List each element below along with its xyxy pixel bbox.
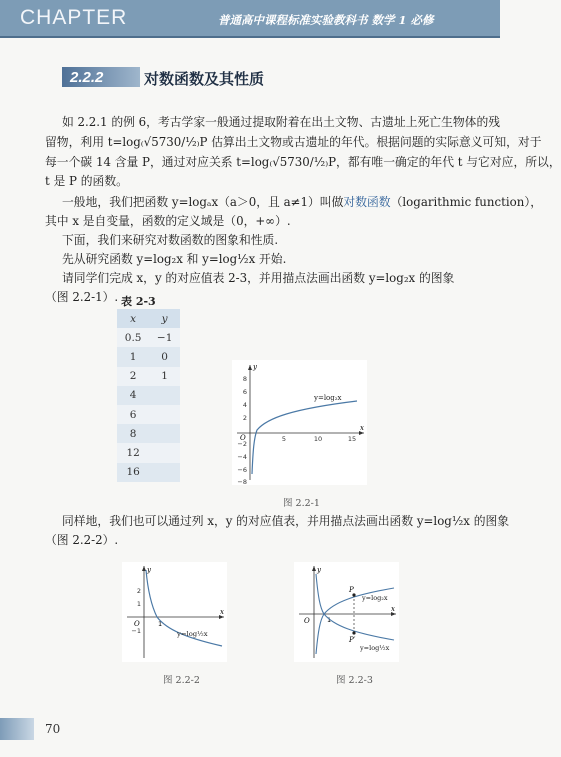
table-cell: 6	[117, 405, 149, 424]
y-tick-label: −8	[237, 478, 247, 486]
y-axis-label: y	[253, 363, 257, 371]
x-tick-label: 1	[158, 620, 163, 628]
y-tick-label: −2	[237, 440, 247, 448]
point-p-label: P	[349, 586, 354, 594]
table-row	[117, 463, 180, 482]
body-line-2: 留物，利用 t=log₍√5730/½₎P 估算出土文物或古遗址的年代。根据问题的实际意义可知，对于	[45, 135, 542, 149]
table-cell	[149, 463, 180, 482]
table-row	[117, 367, 180, 386]
origin-label: O	[134, 620, 140, 628]
table-cell: 0.5	[117, 328, 149, 347]
log-half-curve	[316, 574, 394, 640]
x-axis-label: x	[391, 605, 395, 613]
figure-log2-graph	[232, 360, 367, 485]
chapter-label: CHAPTER	[20, 6, 128, 29]
x-tick-label: 10	[313, 435, 323, 443]
y-tick-label: 4	[242, 401, 247, 409]
table-cell	[149, 443, 180, 462]
body-line-6: 其中 x 是自变量，函数的定义域是（0，+∞）.	[45, 214, 291, 228]
y-axis-label: y	[147, 566, 151, 574]
curve-label: y=log₂x	[314, 394, 342, 402]
table-row	[117, 386, 180, 405]
body-line-11: 同样地，我们也可以通过列 x，y 的对应值表，并用描点法画出函数 y=log½x 的图象	[62, 514, 510, 528]
table-header-y: y	[149, 309, 180, 328]
table-row	[117, 405, 180, 424]
table-cell: 4	[117, 386, 149, 405]
curve-label: y=log½x	[177, 630, 208, 638]
table-row	[117, 443, 180, 462]
table-row	[117, 347, 180, 366]
table-row	[117, 424, 180, 443]
y-tick-label: 2	[242, 414, 247, 422]
origin-label: O	[304, 617, 310, 625]
figure-symmetry-graph	[294, 562, 399, 662]
body-line-1: 如 2.2.1 的例 6，考古学家一般通过提取附着在出土文物、古遗址上死亡生物体的残	[62, 115, 501, 129]
table-cell: 1	[117, 347, 149, 366]
table-cell: 0	[149, 347, 180, 366]
y-axis-arrow	[312, 566, 316, 571]
figure-caption-2-2-2: 图 2.2-2	[163, 675, 200, 686]
term-english: （logarithmic function），	[390, 195, 543, 209]
y-tick-label: −4	[237, 453, 247, 461]
section-title: 对数函数及其性质	[144, 70, 265, 88]
definition-text: 一般地，我们把函数 y=logₐx（a＞0，且 a≠1）叫做	[62, 195, 344, 209]
point-p-prime-label: P′	[349, 636, 356, 644]
y-tick-label: 6	[242, 388, 247, 396]
table-cell: −1	[149, 328, 180, 347]
body-line-10: （图 2.2-1）.	[45, 290, 119, 304]
x-tick-label: 1	[327, 616, 332, 624]
table-row	[117, 328, 180, 347]
y-axis-arrow	[248, 365, 252, 370]
header-divider	[0, 36, 500, 38]
figure-log-half-graph	[122, 562, 227, 662]
section-number: 2.2.2	[70, 69, 104, 86]
xy-value-table	[117, 309, 180, 482]
figure-caption-2-2-1: 图 2.2-1	[283, 498, 320, 509]
origin-label: O	[240, 434, 246, 442]
table-cell: 8	[117, 424, 149, 443]
table-cell: 2	[117, 367, 149, 386]
y-tick-label: −6	[237, 466, 247, 474]
y-axis-label: y	[317, 566, 321, 574]
page-number: 70	[45, 722, 61, 736]
x-tick-label: 15	[347, 435, 357, 443]
point-p-prime	[352, 631, 355, 634]
log2-curve	[252, 401, 357, 474]
table-cell	[149, 386, 180, 405]
y-tick-label: −1	[131, 627, 141, 635]
page-number-strip	[0, 718, 34, 740]
textbook-series-title: 普通高中课程标准实验教科书 数学 1 必修	[218, 13, 434, 27]
body-line-7: 下面，我们来研究对数函数的图象和性质.	[62, 233, 279, 247]
y-tick-label: 2	[136, 587, 141, 595]
table-cell	[149, 424, 180, 443]
y-axis-arrow	[142, 566, 146, 571]
body-line-5	[62, 193, 542, 212]
body-line-3: 每一个碳 14 含量 P，通过对应关系 t=log₍√5730/½₎P，都有唯一确定的年代 t 与它对应，所以，	[45, 155, 561, 169]
table-cell	[149, 405, 180, 424]
body-line-4: t 是 P 的函数。	[45, 174, 128, 188]
y-tick-label: 1	[136, 600, 141, 608]
x-axis-label: x	[360, 424, 364, 432]
x-axis-label: x	[220, 608, 224, 616]
curve-bottom-label: y=log½x	[360, 644, 390, 652]
figure-caption-2-2-3: 图 2.2-3	[336, 675, 373, 686]
table-cell: 16	[117, 463, 149, 482]
table-header-x: x	[117, 309, 149, 328]
table-header-row	[117, 309, 180, 328]
table-cell: 1	[149, 367, 180, 386]
table-label: 表 2-3	[121, 295, 156, 308]
table-cell: 12	[117, 443, 149, 462]
body-line-12: （图 2.2-2）.	[45, 533, 119, 547]
term-logarithmic-function: 对数函数	[343, 195, 391, 209]
x-tick-label: 5	[281, 435, 287, 443]
body-line-8: 先从研究函数 y=log₂x 和 y=log½x 开始.	[62, 252, 287, 266]
curve-top-label: y=log₂x	[362, 594, 388, 602]
y-tick-label: 8	[242, 375, 247, 383]
body-line-9: 请同学们完成 x，y 的对应值表 2-3，并用描点法画出函数 y=log₂x 的图象	[62, 271, 455, 285]
